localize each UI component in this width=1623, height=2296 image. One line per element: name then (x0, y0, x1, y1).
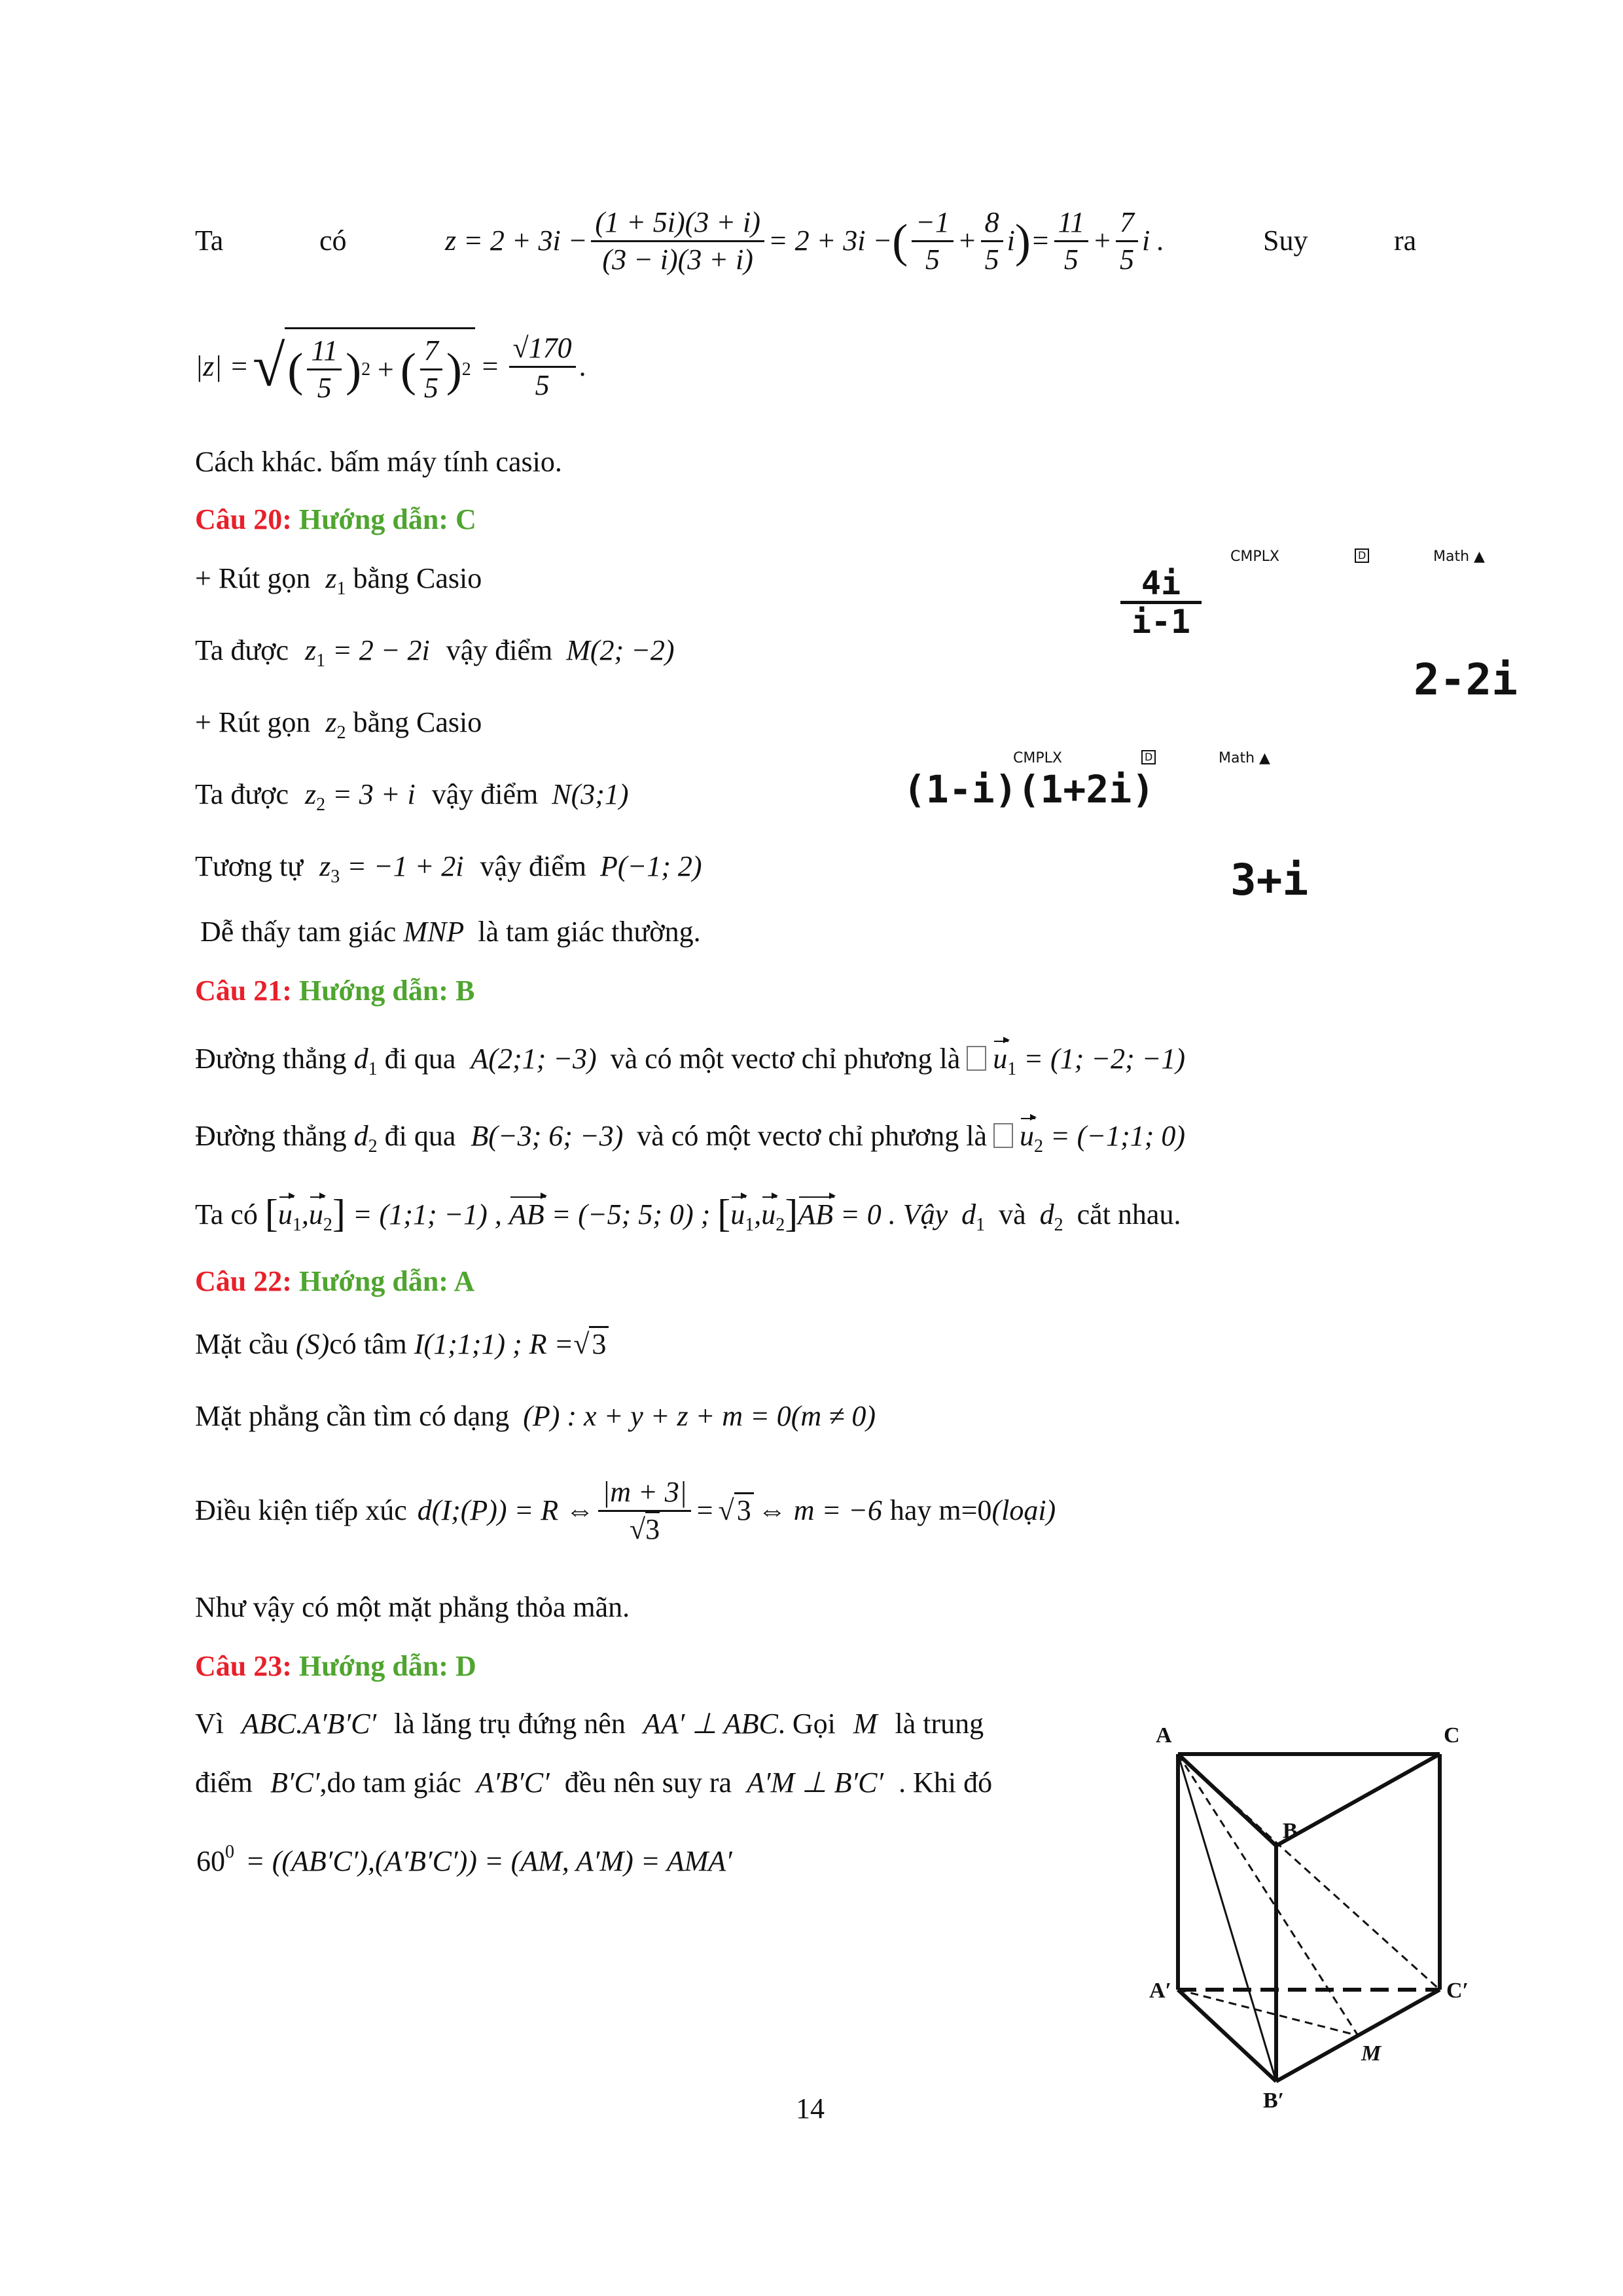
intro-ra: ra (1394, 224, 1417, 257)
q20-line2: Ta được $z_1 = 2 - 2i$ vậy điểm M(2; −2) (195, 634, 675, 671)
q20-line4: Ta được $z_2 = 3 + i$ vậy điểm N(3;1) (195, 778, 629, 815)
q23-line1: Vì ABC.A′B′C′ là lăng trụ đứng nên AA′ ⊥ ABC. Gọi M là trung (195, 1708, 984, 1740)
casio-d-icon: D (1141, 750, 1156, 764)
q22-line1: Mặt cầu (S)có tâm I(1;1;1) ; R =√3 (195, 1325, 609, 1364)
label-c1: C′ (1446, 1979, 1469, 2003)
q20-line1: + Rút gọn $z_1$ bằng Casio (195, 562, 482, 599)
edge-bc (1276, 1754, 1440, 1846)
q21-line2: Đường thẳng $d_2$ đi qua B(−3; 6; −3) và có một vectơ chỉ phương là $u_2$ = (−1;1; 0) (195, 1117, 1185, 1166)
line-am (1178, 1754, 1358, 2036)
label-a1: A′ (1149, 1979, 1172, 2003)
intro-z-formula: z = 2 + 3i − $\frac{(1 + 5i)(3 + i)}{(3 - i)(3 + i)}$ = 2 + 3i − ( $\frac{-1}{5}$ + $\frac{8}{5}$ i ) = $\frac{11}{5}$ + $\frac{7}{5}$ i . (445, 206, 1165, 276)
q21-heading: Câu 21: Hướng dẫn: B (195, 975, 475, 1007)
label-c: C (1444, 1723, 1460, 1748)
q23-line2: điểm B′C′,do tam giác A′B′C′ đều nên suy ra A′M ⊥ B′C′ . Khi đó (195, 1767, 993, 1799)
q20-line5: Tương tự $z_3 = -1 + 2i$ vậy điểm P(−1; 2) (195, 850, 702, 887)
line-ac1 (1178, 1754, 1440, 1990)
q22-line3: Điều kiện tiếp xúc d(I;(P)) = R ⇔ $\frac{|m + 3|}{√3}$ = √3 ⇔ m = −6 hay m=0 (loại) (195, 1475, 1056, 1545)
q21-line1: Đường thẳng $d_1$ đi qua A(2;1; −3) và có một vectơ chỉ phương là $u_1 = (1$; −2; −1) (195, 1039, 1185, 1089)
casio-d-icon: D (1355, 548, 1369, 563)
page-number: 14 (796, 2092, 825, 2125)
intro-ta: Ta (195, 224, 224, 257)
line-ab1 (1178, 1754, 1276, 2081)
intro-co: có (319, 224, 347, 257)
q20-heading: Câu 20: Hướng dẫn: C (195, 503, 476, 535)
missing-glyph-box (993, 1123, 1013, 1148)
prism-figure (1126, 1715, 1531, 2108)
intro-alt: Cách khác. bấm máy tính casio. (195, 446, 562, 478)
q22-line2: Mặt phẳng cần tìm có dạng (P) : x + y + z + m = 0(m ≠ 0) (195, 1400, 876, 1432)
intro-suy: Suy (1263, 224, 1308, 257)
label-a: A (1156, 1723, 1172, 1748)
q20-line6: Dễ thấy tam giác MNP là tam giác thường. (200, 916, 701, 948)
missing-glyph-box (967, 1046, 986, 1071)
q21-line3: Ta có $[u_1,u_2]$ = (1;1; −1) , AB = (−5; 5; 0) ; $[u_1,u_2]AB = 0$ . Vậy $d_1$ và $d_2$ cắt nhau. (195, 1192, 1181, 1235)
q23-heading: Câu 23: Hướng dẫn: D (195, 1650, 476, 1682)
label-b1: B′ (1263, 2089, 1285, 2108)
q22-line4: Như vậy có một mặt phẳng thỏa mãn. (195, 1591, 630, 1623)
q20-line3: + Rút gọn $z_2$ bằng Casio (195, 706, 482, 743)
q23-line3: $60^0 = ((AB'C'),(A'B'C')) = (AM$, A′M) = AMA′ (196, 1842, 732, 1877)
label-b: B (1283, 1819, 1298, 1843)
intro-abs-z: |z| = √ ( $\frac{11}{5}$ ) 2 + ( $\frac{7}{5}$ ) 2 = $\frac{√170}{5}$ . (195, 321, 587, 412)
q22-heading: Câu 22: Hướng dẫn: A (195, 1265, 475, 1297)
label-m: M (1361, 2041, 1382, 2066)
